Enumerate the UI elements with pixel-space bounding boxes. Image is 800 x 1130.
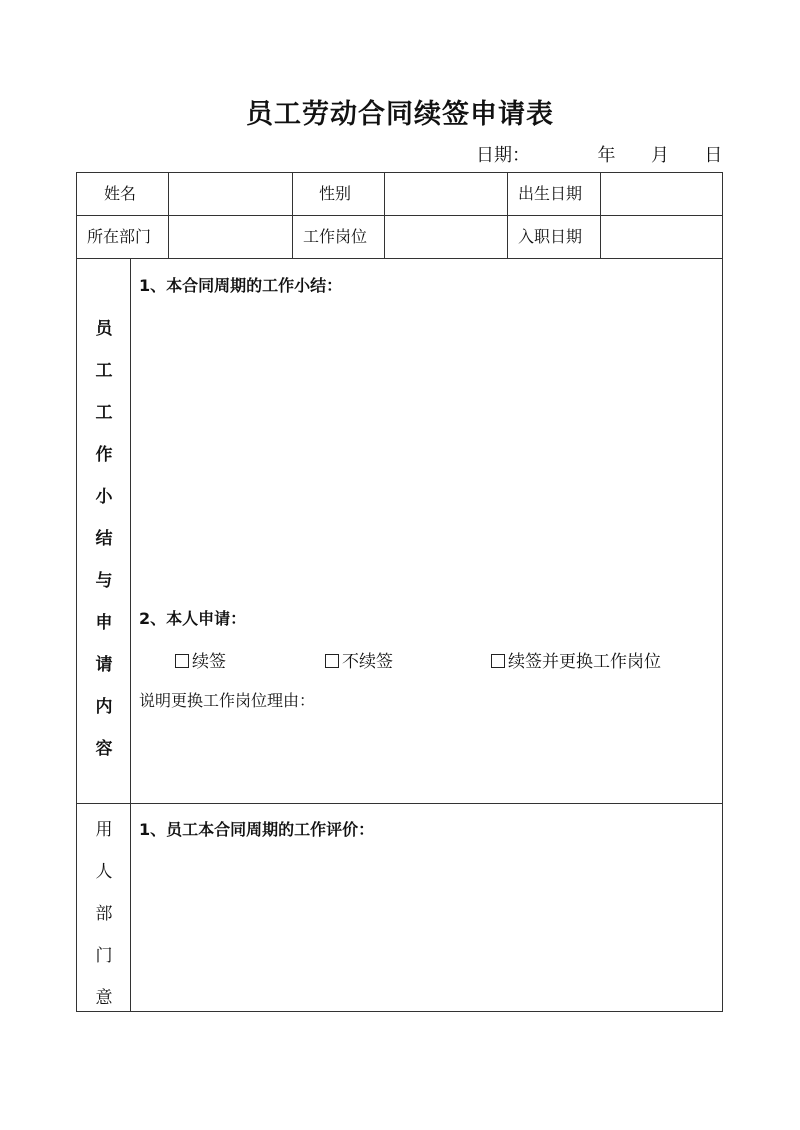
side-char: 人 [95, 862, 113, 882]
row-divider [77, 215, 722, 216]
date-label: 日期： [476, 145, 530, 166]
application-form [76, 172, 723, 1012]
option-not-renew-label: 不续签 [342, 652, 393, 672]
side-char: 申 [95, 613, 113, 633]
evaluation-area[interactable] [137, 843, 717, 1003]
gender-field[interactable] [385, 174, 506, 214]
side-char: 内 [95, 697, 113, 717]
renew-change-position-checkbox[interactable] [491, 654, 505, 668]
section-divider [77, 803, 722, 804]
department-label: 所在部门 [87, 227, 152, 246]
date-day: 日 [704, 145, 723, 166]
date-month: 月 [650, 145, 669, 166]
date-line [476, 141, 722, 167]
side-char: 门 [95, 946, 113, 966]
not-renew-checkbox[interactable] [325, 654, 339, 668]
side-char: 工 [95, 403, 113, 423]
side-char: 用 [95, 820, 113, 840]
evaluation-heading: 1、员工本合同周期的工作评价： [139, 820, 375, 839]
side-char: 作 [95, 445, 113, 465]
renew-checkbox[interactable] [175, 654, 189, 668]
side-char: 请 [95, 655, 113, 675]
name-label: 姓名 [104, 184, 137, 203]
col-divider [292, 173, 293, 258]
birth-date-label: 出生日期 [518, 184, 583, 203]
application-heading: 2、本人申请： [139, 609, 247, 628]
side-char: 与 [95, 571, 113, 591]
reason-label: 说明更换工作岗位理由： [139, 691, 316, 710]
row-divider [77, 258, 722, 259]
option-renew-label: 续签 [192, 652, 226, 672]
work-summary-heading: 1、本合同周期的工作小结： [139, 276, 343, 295]
position-field[interactable] [385, 217, 506, 257]
form-title: 员工劳动合同续签申请表 [246, 99, 554, 130]
date-year: 年 [597, 145, 616, 166]
position-label: 工作岗位 [303, 227, 368, 246]
birth-date-field[interactable] [601, 174, 721, 214]
option-not-renew[interactable] [325, 647, 393, 672]
side-char: 容 [95, 739, 113, 759]
work-summary-area[interactable] [137, 298, 717, 598]
gender-label: 性别 [319, 184, 352, 203]
side-char: 工 [95, 361, 113, 381]
name-field[interactable] [169, 174, 291, 214]
section2-side-label [77, 803, 131, 1011]
side-char: 结 [95, 529, 113, 549]
reason-area[interactable] [137, 713, 717, 798]
side-char: 意 [95, 988, 113, 1008]
option-renew[interactable] [175, 647, 226, 672]
hire-date-label: 入职日期 [518, 227, 583, 246]
side-char: 员 [95, 319, 113, 339]
side-char: 部 [95, 904, 113, 924]
hire-date-field[interactable] [601, 217, 721, 257]
side-char: 小 [95, 487, 113, 507]
option-renew-change-position[interactable] [491, 647, 661, 672]
department-field[interactable] [169, 217, 291, 257]
col-divider [507, 173, 508, 258]
option-renew-change-position-label: 续签并更换工作岗位 [508, 652, 661, 672]
section1-side-label [77, 258, 131, 803]
